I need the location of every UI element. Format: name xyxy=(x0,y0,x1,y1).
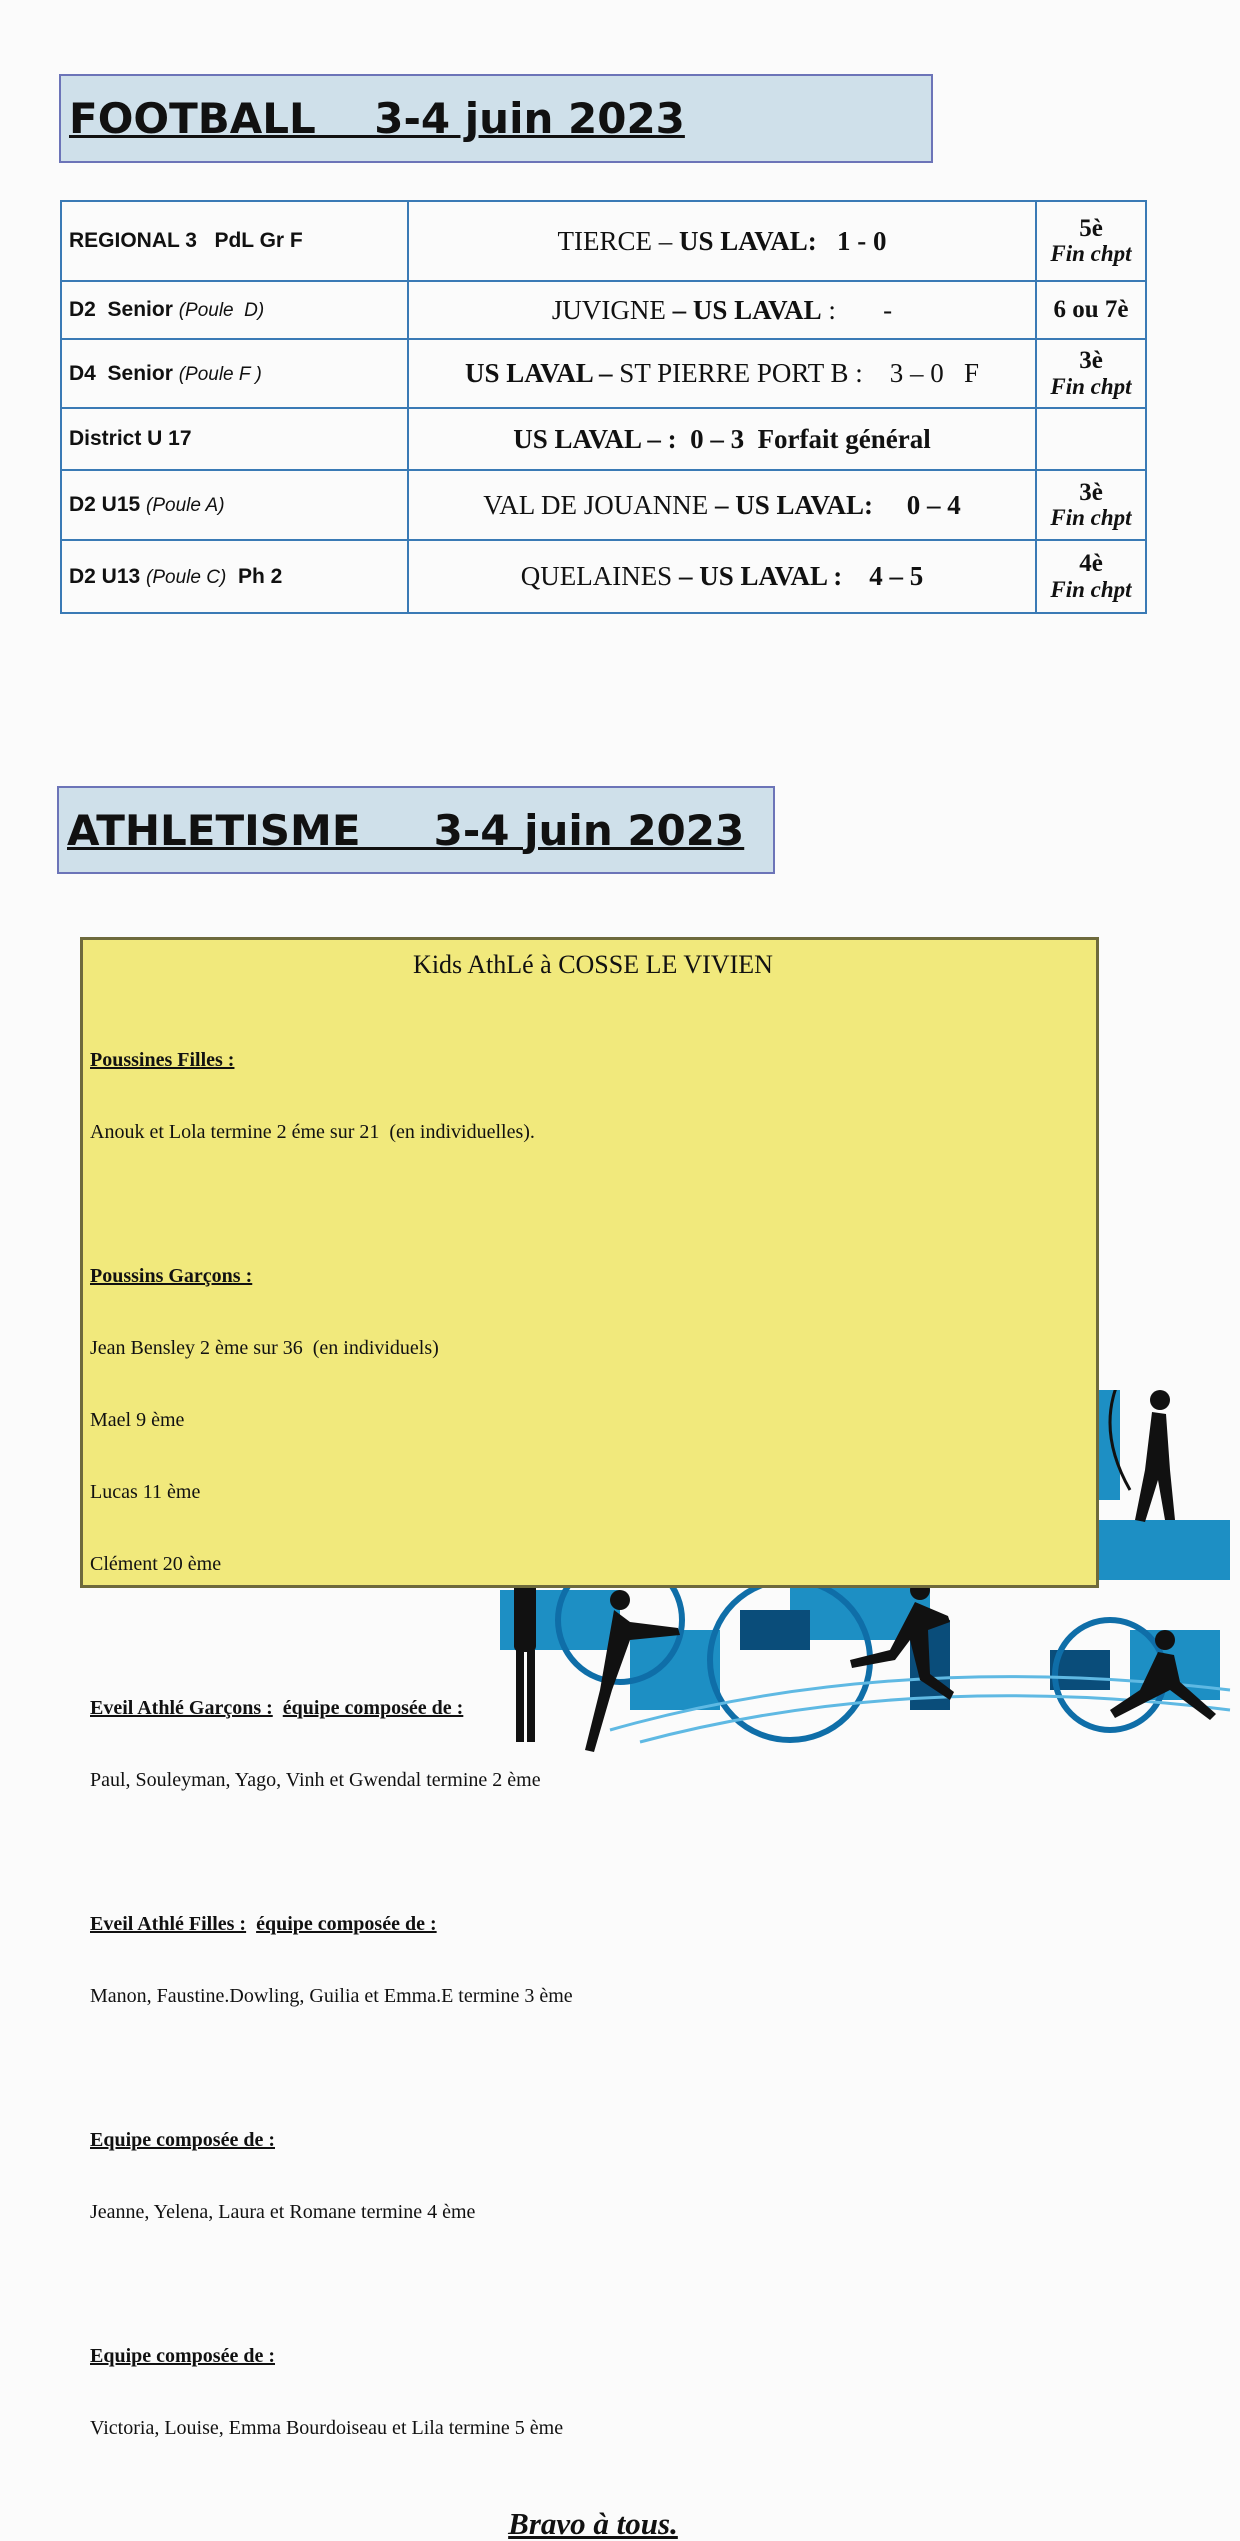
category-cell xyxy=(61,540,408,613)
results-section xyxy=(90,2296,1096,2488)
table-row xyxy=(61,470,1146,540)
athlete-silhouette xyxy=(1135,1412,1175,1522)
results-section xyxy=(90,1864,1096,2056)
section-heading-text: Eveil Athlé Filles : xyxy=(90,1913,247,1935)
section-heading xyxy=(90,1264,1096,1288)
result-line: Lucas 11 ème xyxy=(90,1481,201,1503)
result-line: Jean Bensley 2 ème sur 36 (en individuels) xyxy=(90,1337,439,1359)
section-heading-text: Poussins Garçons : xyxy=(90,1265,253,1287)
match-home: JUVIGNE xyxy=(551,294,673,325)
section-heading-text: Equipe composée de : xyxy=(90,2129,275,2151)
result-line: Mael 9 ème xyxy=(90,1409,185,1431)
rank-note: Fin chpt xyxy=(1050,373,1132,399)
athlete-silhouette xyxy=(1155,1630,1175,1650)
match-cell xyxy=(408,281,1036,339)
result-line: Victoria, Louise, Emma Bourdoiseau et Lila termine 5 ème xyxy=(90,2417,564,2439)
athletisme-title-box xyxy=(57,786,775,874)
rank-value: 3è xyxy=(1079,478,1103,506)
rank-cell xyxy=(1036,281,1146,339)
match-cell xyxy=(408,470,1036,540)
rank-cell xyxy=(1036,201,1146,281)
section-subheading: équipe composée de : xyxy=(282,1697,464,1719)
category-phase: Ph 2 xyxy=(226,564,283,588)
result-line: Jeanne, Yelena, Laura et Romane termine 4 ème xyxy=(90,2201,476,2223)
category-pool: (Poule C) xyxy=(146,566,227,588)
category-cell xyxy=(61,339,408,408)
results-section xyxy=(90,2080,1096,2272)
football-title: FOOTBALL 3-4 juin 2023 xyxy=(69,94,685,143)
section-heading-text: Equipe composée de : xyxy=(90,2345,275,2367)
category-label: D2 U15 xyxy=(69,493,147,516)
category-pool: (Poule D) xyxy=(178,300,265,321)
section-heading-text: Eveil Athlé Garçons : xyxy=(90,1697,273,1719)
result-line: Clément 20 ème xyxy=(90,1553,222,1575)
rank-note: Fin chpt xyxy=(1050,576,1132,602)
match-score: US LAVAL: 1 - 0 xyxy=(678,225,887,256)
category-cell xyxy=(61,408,408,470)
category-pool: (Poule F ) xyxy=(178,363,262,385)
table-row xyxy=(61,408,1146,470)
section-heading xyxy=(90,2128,1096,2152)
match-home: QUELAINES xyxy=(520,561,679,591)
match-home: TIERCE – xyxy=(557,225,679,256)
athlete-silhouette xyxy=(1150,1390,1170,1410)
match-team: – US LAVAL xyxy=(672,294,822,325)
category-label: D2 Senior xyxy=(69,298,179,321)
category-label: REGIONAL 3 PdL Gr F xyxy=(69,229,303,252)
section-heading xyxy=(90,1696,1096,1720)
match-score: : - xyxy=(821,294,893,325)
football-title-box xyxy=(59,74,933,163)
table-row xyxy=(61,339,1146,408)
results-section xyxy=(90,1216,1096,1624)
section-heading xyxy=(90,1912,1096,1936)
match-home: US LAVAL – xyxy=(464,358,620,388)
rank-value: 5è xyxy=(1079,214,1103,242)
rank-cell xyxy=(1036,540,1146,613)
match-home: VAL DE JOUANNE xyxy=(483,489,715,520)
category-label: District U 17 xyxy=(69,427,192,450)
table-row xyxy=(61,201,1146,281)
rank-value: 6 ou 7è xyxy=(1053,295,1129,323)
results-section xyxy=(90,1000,1096,1192)
kids-athle-results-box xyxy=(80,937,1099,2541)
athletisme-title: ATHLETISME 3-4 juin 2023 xyxy=(67,805,745,855)
match-score: – US LAVAL: 0 – 4 xyxy=(714,489,961,520)
result-line: Paul, Souleyman, Yago, Vinh et Gwendal termine 2 ème xyxy=(90,1769,541,1791)
category-cell xyxy=(61,281,408,339)
match-cell xyxy=(408,540,1036,613)
match-score: ST PIERRE PORT B : 3 – 0 F xyxy=(619,358,980,388)
category-label: D4 Senior xyxy=(69,361,179,385)
match-score: – US LAVAL : 4 – 5 xyxy=(678,561,924,591)
section-heading xyxy=(90,1048,1096,1072)
category-cell xyxy=(61,470,408,540)
category-pool: (Poule A) xyxy=(146,495,225,516)
category-label: D2 U13 xyxy=(69,564,147,588)
section-heading-text: Poussines Filles : xyxy=(90,1049,235,1071)
match-score: US LAVAL – : 0 – 3 Forfait général xyxy=(513,423,931,454)
section-subheading: équipe composée de : xyxy=(256,1913,437,1935)
rank-note: Fin chpt xyxy=(1050,505,1132,531)
match-cell xyxy=(408,201,1036,281)
football-results-table xyxy=(60,200,1147,614)
rank-note: Fin chpt xyxy=(1050,241,1132,267)
rank-cell xyxy=(1036,339,1146,408)
rank-cell xyxy=(1036,408,1146,470)
match-cell xyxy=(408,408,1036,470)
rank-value: 4è xyxy=(1079,550,1103,578)
table-row xyxy=(61,281,1146,339)
match-cell xyxy=(408,339,1036,408)
table-row xyxy=(61,540,1146,613)
rank-cell xyxy=(1036,470,1146,540)
result-line: Anouk et Lola termine 2 éme sur 21 (en individuelles). xyxy=(90,1121,535,1143)
kids-athle-title: Kids AthLé à COSSE LE VIVIEN xyxy=(413,950,773,979)
results-section xyxy=(90,1648,1096,1840)
bravo-message: Bravo à tous. xyxy=(508,2506,678,2541)
rank-value: 3è xyxy=(1079,347,1103,375)
result-line: Manon, Faustine.Dowling, Guilia et Emma.E termine 3 ème xyxy=(90,1985,573,2007)
category-cell xyxy=(61,201,408,281)
section-heading xyxy=(90,2344,1096,2368)
